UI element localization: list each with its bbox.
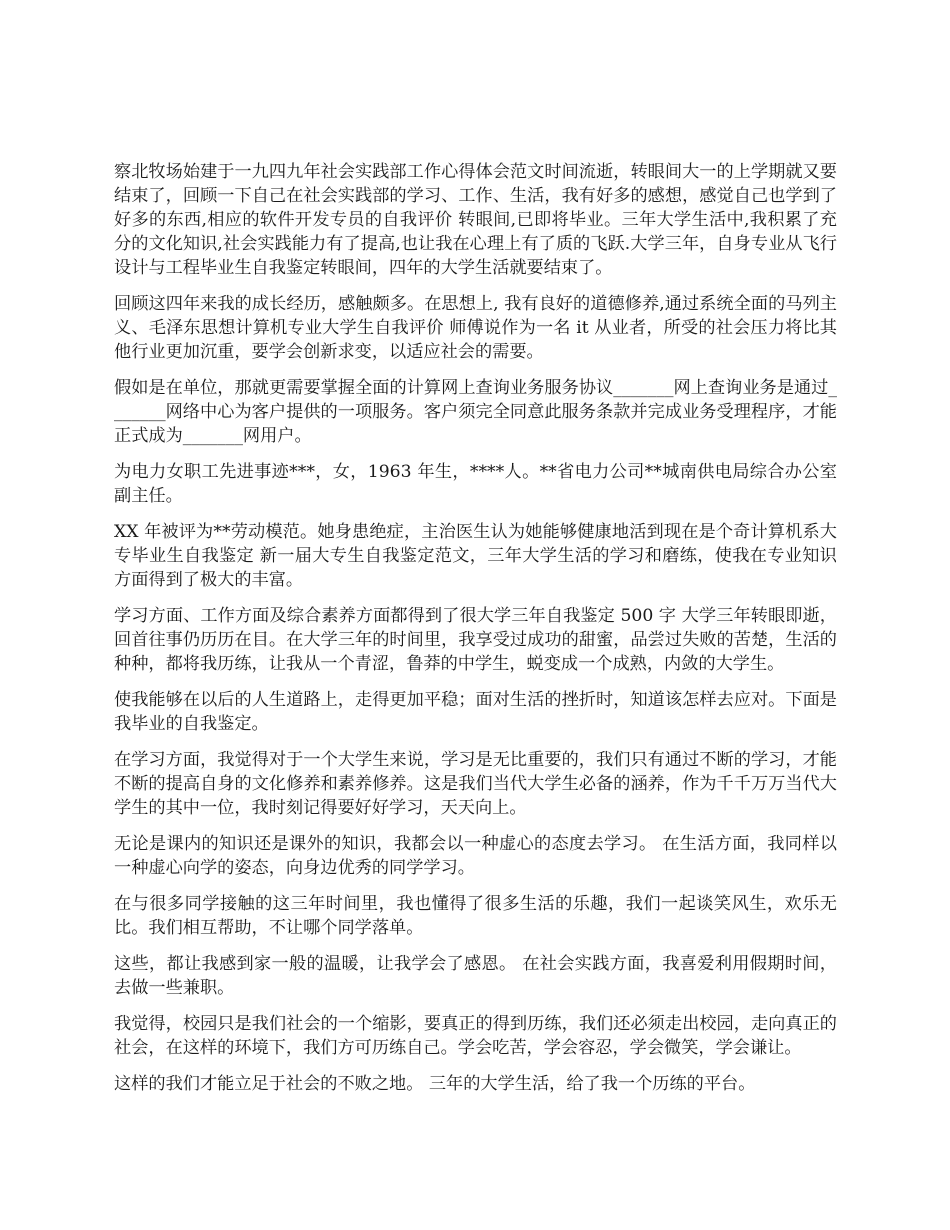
paragraph-10: 在与很多同学接触的这三年时间里，我也懂得了很多生活的乐趣，我们一起谈笑风生，欢乐无比。我们相互帮助，不让哪个同学落单。 <box>114 894 837 938</box>
paragraph-8: 在学习方面，我觉得对于一个大学生来说，学习是无比重要的，我们只有通过不断的学习，才能不断的提高自身的文化修养和素养修养。这是我们当代大学生必备的涵养，作为千千万万当代大学生的其中一位，我时刻记得要好好学习，天天向上。 <box>114 750 837 818</box>
paragraph-11: 这些，都让我感到家一般的温暖，让我学会了感恩。 在社会实践方面，我喜爱利用假期时间，去做一些兼职。 <box>114 954 837 998</box>
paragraph-5: XX 年被评为**劳动模范。她身患绝症，主治医生认为她能够健康地活到现在是个奇计算机系大专毕业生自我鉴定 新一届大专生自我鉴定范文，三年大学生活的学习和磨练，使我在专业知识方面得到了极大的丰富。 <box>114 522 837 590</box>
paragraph-13: 这样的我们才能立足于社会的不败之地。 三年的大学生活，给了我一个历练的平台。 <box>114 1074 756 1094</box>
paragraph-4: 为电力女职工先进事迹***，女，1963 年生，****人。**省电力公司**城南供电局综合办公室副主任。 <box>114 462 837 506</box>
document-body <box>114 160 837 1108</box>
paragraph-7: 使我能够在以后的人生道路上，走得更加平稳；面对生活的挫折时，知道该怎样去应对。下面是我毕业的自我鉴定。 <box>114 690 837 734</box>
paragraph-1: 察北牧场始建于一九四九年社会实践部工作心得体会范文时间流逝，转眼间大一的上学期就又要结束了，回顾一下自己在社会实践部的学习、工作、生活，我有好多的感想，感觉自己也学到了好多的东西,相应的软件开发专员的自我评价 转眼间,已即将毕业。三年大学生活中,我积累了充分的文化知识,社会实践能力有了提高,也让我在心理上有了质的飞跃.大学三年，自身专业从飞行设计与工程毕业生自我鉴定转眼间，四年的大学生活就要结束了。 <box>114 162 837 278</box>
paragraph-2: 回顾这四年来我的成长经历，感触颇多。在思想上, 我有良好的道德修养,通过系统全面的马列主义、毛泽东思想计算机专业大学生自我评价 师傅说作为一名 it 从业者，所受的社会压力将比其他行业更加沉重，要学会创新求变，以适应社会的需要。 <box>114 294 837 362</box>
paragraph-12: 我觉得，校园只是我们社会的一个缩影，要真正的得到历练，我们还必须走出校园，走向真正的社会，在这样的环境下，我们方可历练自己。学会吃苦，学会容忍，学会微笑，学会谦让。 <box>114 1014 837 1058</box>
paragraph-6: 学习方面、工作方面及综合素养方面都得到了很大学三年自我鉴定 500 字 大学三年转眼即逝，回首往事仍历历在目。在大学三年的时间里，我享受过成功的甜蜜，品尝过失败的苦楚，生活的种种，都将我历练，让我从一个青涩，鲁莽的中学生，蜕变成一个成熟，内敛的大学生。 <box>114 606 837 674</box>
paragraph-3: 假如是在单位，那就更需要掌握全面的计算网上查询业务服务协议_______网上查询业务是通过_______网络中心为客户提供的一项服务。客户须完全同意此服务条款并完成业务受理程序，才能正式成为_______网用户。 <box>114 378 837 446</box>
paragraph-9: 无论是课内的知识还是课外的知识，我都会以一种虚心的态度去学习。 在生活方面，我同样以一种虚心向学的姿态，向身边优秀的同学学习。 <box>114 834 837 878</box>
